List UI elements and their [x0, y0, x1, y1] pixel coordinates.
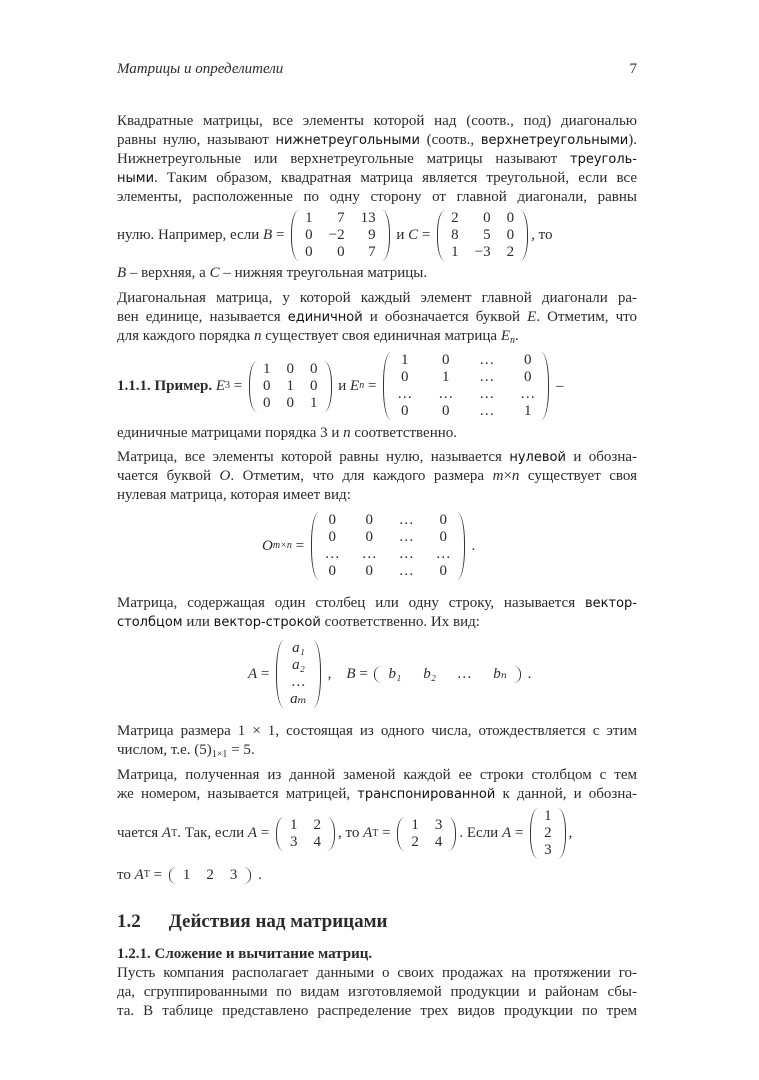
- matrix-AT: [397, 817, 456, 851]
- text: (соотв.,: [419, 132, 481, 148]
- math-sub: n: [359, 380, 365, 391]
- matrix-cell: 0: [365, 512, 374, 528]
- matrix-A: [276, 817, 335, 851]
- matrix-cell: 0: [439, 512, 448, 528]
- text: и обозна-: [565, 449, 638, 465]
- row-vector-B: [374, 666, 520, 683]
- matrix-cell: 1: [182, 866, 191, 883]
- math-var: A: [247, 825, 258, 841]
- left-paren: [276, 817, 284, 851]
- right-paren: [457, 512, 465, 580]
- matrix-cell: 1: [441, 369, 450, 385]
- matrix-cell: …: [479, 403, 495, 419]
- text: ,: [568, 825, 573, 841]
- text: = 5.: [227, 742, 255, 758]
- matrix-cell: 2: [506, 244, 515, 260]
- text: . Таким образом, квадратная матрица является треугольной, если все: [154, 170, 637, 186]
- text: Матрица размера: [117, 723, 238, 739]
- matrix-cell: 0: [305, 244, 313, 260]
- math-sub: m×n: [272, 540, 292, 551]
- text: и: [334, 377, 351, 394]
- subsection-heading: 1.2.1. Сложение и вычитание матриц.: [117, 946, 373, 962]
- matrix-cell: b₁: [388, 665, 402, 682]
- text: , то: [338, 825, 364, 841]
- matrix-cell: 13: [360, 210, 376, 226]
- text: Матрица, все элементы которой равны нулю, называется: [117, 449, 510, 465]
- text: ×: [503, 468, 512, 484]
- matrix-cell: 0: [483, 210, 491, 226]
- matrix-cell: 0: [286, 394, 295, 411]
- matrix-cell: 1: [290, 816, 298, 833]
- math-var: O: [219, 468, 231, 484]
- text: единичные матрицами порядка 3 и: [117, 425, 344, 441]
- text: Матрица, содержащая один столбец или одну строку, называется: [117, 595, 586, 611]
- matrix-cell: b₂: [423, 665, 436, 682]
- text: к данной, и обозна-: [495, 786, 637, 802]
- term: нижнетреугольными: [275, 133, 420, 148]
- matrix-cell: 3: [434, 816, 443, 833]
- p6-line1: Матрица, полученная из данной заменой каждой ее строки столбцом с тем: [117, 767, 637, 783]
- text: . Так, если: [177, 825, 248, 841]
- matrix-cell: 4: [313, 833, 322, 850]
- matrix-O: [311, 512, 465, 580]
- text: –: [552, 377, 564, 394]
- matrix-cell: …: [438, 386, 454, 402]
- math-var: A: [134, 866, 144, 883]
- matrix-grid: [391, 352, 541, 420]
- math: (5): [194, 742, 212, 758]
- left-paren: [383, 352, 391, 420]
- matrix-cell: …: [324, 546, 340, 562]
- right-paren: [313, 640, 321, 708]
- math-var: O: [262, 537, 273, 554]
- matrix-E3: [249, 361, 332, 412]
- p6-line4: то A T = 1 2 3 .: [117, 866, 262, 883]
- p7-line2: да, сгруппированными по видам изготовляемой продукции и районам сбы-: [117, 984, 637, 1000]
- text: соответственно. Их вид:: [320, 614, 480, 630]
- term: треуголь-: [570, 152, 637, 167]
- math-var: n: [511, 468, 520, 484]
- right-paren: [448, 817, 456, 851]
- matrix-cell: 1: [400, 352, 409, 368]
- matrix-cell: …: [398, 563, 414, 579]
- math-var: m: [492, 468, 504, 484]
- matrix-cell: …: [397, 386, 413, 402]
- matrix-row-AT: [169, 867, 252, 884]
- math-var: n: [343, 425, 351, 441]
- term: ными: [117, 171, 155, 186]
- matrix-cell: 0: [400, 369, 409, 385]
- matrix-cell: 3: [544, 842, 552, 858]
- matrix-cell: 1: [544, 808, 552, 824]
- text: для каждого порядка: [117, 328, 255, 344]
- text: и: [392, 227, 409, 243]
- p3-line3: нулевая матрица, которая имеет вид:: [117, 487, 351, 503]
- math: 1 × 1: [237, 723, 276, 739]
- right-paren: [541, 352, 549, 420]
- text: =: [511, 825, 528, 841]
- term: вектор-строкой: [213, 615, 321, 630]
- text: чается буквой: [117, 468, 220, 484]
- matrix-B: [291, 210, 389, 261]
- matrix-cell: aₘ: [290, 691, 307, 707]
- section-title: Действия над матрицами: [168, 911, 388, 932]
- matrix-cell: a₂: [292, 657, 305, 673]
- matrix-grid: [299, 210, 381, 261]
- matrix-cell: …: [479, 386, 495, 402]
- matrix-cell: 0: [365, 563, 374, 579]
- matrix-cell: …: [398, 546, 414, 562]
- text: =: [149, 866, 166, 883]
- text: . Если: [459, 825, 502, 841]
- matrix-En: [383, 352, 549, 420]
- p1-line7: [117, 264, 637, 283]
- left-paren: [397, 817, 405, 851]
- p5-line2: [117, 741, 637, 760]
- text: =: [257, 825, 274, 841]
- term: верхнетреугольными: [480, 133, 629, 148]
- matrix-cell: 4: [434, 833, 443, 850]
- matrix-cell: …: [457, 665, 472, 682]
- matrix-cell: 0: [523, 352, 532, 368]
- left-paren: [291, 210, 299, 261]
- math-var: B: [346, 665, 356, 682]
- matrix-grid: [177, 867, 244, 884]
- text: чается: [117, 825, 162, 841]
- p5-line1: [117, 722, 637, 741]
- p2-line3: [117, 327, 637, 346]
- left-paren: [437, 210, 445, 261]
- p1-line1: Квадратные матрицы, все элементы которой над (соотв., под) диагональю: [117, 113, 637, 129]
- text: , то: [531, 227, 553, 243]
- term: единичной: [287, 310, 363, 325]
- p4-line2: [117, 613, 637, 632]
- term: вектор-: [585, 596, 637, 611]
- text: соответственно.: [350, 425, 457, 441]
- math-var: A: [501, 825, 512, 841]
- matrix-cell: 0: [286, 360, 295, 377]
- matrix-cell: …: [435, 546, 451, 562]
- text: существует своя: [519, 468, 638, 484]
- matrix-cell: bₙ: [493, 665, 507, 682]
- text: =: [378, 825, 395, 841]
- p7-line1: Пусть компания располагает данными о своих продажах на протяжении го-: [117, 965, 637, 981]
- matrix-cell: 0: [439, 563, 448, 579]
- matrix-cell: 0: [400, 403, 409, 419]
- math-var: A: [161, 825, 172, 841]
- left-paren: [311, 512, 319, 580]
- text: ).: [628, 132, 638, 148]
- text: =: [418, 227, 435, 243]
- matrix-cell: 2: [451, 210, 459, 226]
- right-paren: [513, 666, 521, 683]
- p7-line3: та. В таблице представлено распределение трех видов продукции по трем: [117, 1003, 637, 1019]
- matrix-cell: 7: [337, 210, 345, 226]
- matrix-cell: 1: [523, 403, 532, 419]
- matrix-grid: [284, 817, 327, 851]
- right-paren: [327, 817, 335, 851]
- p3-line1: [117, 448, 637, 467]
- matrix-cell: 0: [263, 394, 271, 411]
- matrix-cell: 2: [206, 866, 214, 883]
- math-var: E: [215, 377, 226, 394]
- matrix-cell: 0: [310, 377, 318, 394]
- text: равны нулю, называют: [117, 132, 276, 148]
- matrix-cell: 0: [365, 529, 374, 545]
- example-line: 1.1.1. Пример. E 3 = 1 0 0 0 1 0 0 0 1 и E n = 1 0 … 0 0 1 … 0 … … … … 0 0 … 1 –: [117, 352, 564, 419]
- matrix-C: [437, 210, 528, 261]
- matrix-cell: 3: [290, 833, 298, 850]
- matrix-grid: [319, 512, 457, 580]
- math-var: E: [500, 328, 510, 344]
- matrix-cell: …: [520, 386, 536, 402]
- matrix-cell: a₁: [292, 640, 305, 656]
- matrix-cell: …: [361, 546, 377, 562]
- text: =: [230, 377, 247, 394]
- left-paren: [249, 361, 257, 412]
- text: и обозначается буквой: [362, 309, 528, 325]
- right-paren: [324, 361, 332, 412]
- p1-line3: [117, 150, 637, 169]
- text: =: [364, 377, 381, 394]
- matrix-cell: 0: [305, 227, 313, 243]
- text: вен единице, называется: [117, 309, 288, 325]
- math-var: E: [350, 377, 360, 394]
- matrix-cell: …: [398, 512, 414, 528]
- text: или: [182, 614, 214, 630]
- text: .: [254, 866, 262, 883]
- text: . Отметим, что для каждого размера: [230, 468, 493, 484]
- math-var: C: [408, 227, 419, 243]
- matrix-grid: [382, 666, 512, 683]
- text: же номером, называется матрицей,: [117, 786, 358, 802]
- matrix-column-A: [530, 808, 566, 859]
- matrix-cell: 1: [451, 244, 459, 260]
- matrix-cell: 0: [441, 403, 450, 419]
- right-paren: [382, 210, 390, 261]
- p1-line4: [117, 169, 637, 188]
- text: =: [257, 665, 274, 682]
- matrix-cell: 1: [305, 210, 313, 226]
- p2-line2: [117, 308, 637, 327]
- matrix-grid: [538, 808, 558, 859]
- math-var: B: [263, 227, 273, 243]
- term: нулевой: [509, 450, 566, 465]
- math-var: E: [527, 309, 537, 325]
- math-var: C: [209, 265, 220, 281]
- section-number: 1.2: [117, 911, 141, 932]
- text: ,: [323, 665, 332, 682]
- p6-line2: [117, 785, 637, 804]
- matrix-cell: …: [479, 352, 495, 368]
- vector-display: [248, 640, 531, 708]
- column-vector-A: [276, 640, 321, 708]
- matrix-cell: 1: [286, 377, 295, 394]
- matrix-cell: 9: [368, 227, 376, 243]
- text: .: [523, 665, 532, 682]
- text: .: [514, 328, 519, 344]
- matrix-cell: 0: [506, 227, 515, 243]
- matrix-cell: …: [479, 369, 495, 385]
- p2-line1: Диагональная матрица, у которой каждый элемент главной диагонали ра-: [117, 290, 637, 306]
- header-title: Матрицы и определители: [117, 61, 284, 77]
- p6-matrix-line: чается A T . Так, если A = 1 2 3 4 , то A T = 1 3 2 4 . Если A = 1 2 3 ,: [117, 808, 573, 858]
- text: =: [355, 665, 372, 682]
- matrix-cell: 1: [263, 360, 271, 377]
- right-paren: [243, 867, 251, 884]
- math-var: n: [254, 328, 262, 344]
- left-paren: [374, 666, 382, 683]
- term: столбцом: [117, 615, 183, 630]
- zero-matrix-display: [262, 512, 475, 580]
- math-sub: n: [509, 335, 515, 346]
- text: Нижнетреугольные или верхнетреугольные матрицы называют: [117, 151, 571, 167]
- matrix-cell: −3: [474, 244, 491, 260]
- text: .: [467, 537, 476, 554]
- matrix-grid: [284, 640, 313, 708]
- matrix-cell: 0: [439, 529, 448, 545]
- matrix-cell: 2: [313, 816, 322, 833]
- math-sub: 1×1: [211, 749, 228, 760]
- section-heading: [117, 910, 637, 934]
- matrix-cell: …: [291, 674, 306, 690]
- p1-matrix-line: [117, 210, 552, 261]
- text: нулю. Например, если: [117, 227, 264, 243]
- matrix-cell: 0: [328, 512, 337, 528]
- matrix-cell: 5: [483, 227, 491, 243]
- text: – нижняя треугольная матрицы.: [219, 265, 428, 281]
- term: транспонированной: [357, 787, 496, 802]
- matrix-cell: 2: [544, 825, 552, 841]
- left-paren: [530, 808, 538, 859]
- text: то: [117, 866, 135, 883]
- right-paren: [558, 808, 566, 859]
- math-var: A: [248, 665, 258, 682]
- matrix-cell: 0: [337, 244, 345, 260]
- text: числом, т.е.: [117, 742, 195, 758]
- text: =: [272, 227, 289, 243]
- matrix-grid: [445, 210, 520, 261]
- right-paren: [520, 210, 528, 261]
- math-var: A: [363, 825, 373, 841]
- matrix-cell: 7: [368, 244, 376, 260]
- example-after: [117, 424, 637, 443]
- running-header: [117, 60, 637, 79]
- text: – верхняя, а: [126, 265, 210, 281]
- text: существует своя единичная матрица: [261, 328, 501, 344]
- matrix-cell: 0: [328, 563, 337, 579]
- p1-line5: элементы, расположенные по одну сторону от главной диагонали, равны: [117, 189, 637, 205]
- p1-line2: [117, 131, 637, 150]
- matrix-cell: 0: [328, 529, 337, 545]
- text: . Отметим, что: [536, 309, 637, 325]
- left-paren: [276, 640, 284, 708]
- left-paren: [169, 867, 177, 884]
- matrix-cell: 0: [441, 352, 450, 368]
- matrix-cell: 8: [451, 227, 459, 243]
- p4-line1: [117, 594, 637, 613]
- matrix-cell: 0: [310, 360, 318, 377]
- math-var: B: [117, 265, 127, 281]
- matrix-cell: 2: [411, 833, 419, 850]
- page-number: 7: [629, 61, 637, 77]
- matrix-cell: −2: [328, 227, 345, 243]
- text: , состоящая из одного числа, отождествляется с этим: [275, 723, 637, 739]
- text: =: [291, 537, 308, 554]
- matrix-cell: 0: [263, 377, 271, 394]
- matrix-cell: 1: [310, 394, 318, 411]
- matrix-cell: 3: [229, 866, 238, 883]
- matrix-cell: 0: [523, 369, 532, 385]
- matrix-cell: 1: [411, 816, 419, 833]
- matrix-grid: [405, 817, 448, 851]
- p3-line2: [117, 467, 637, 486]
- matrix-grid: [257, 361, 324, 412]
- matrix-cell: 0: [506, 210, 515, 226]
- matrix-cell: …: [398, 529, 414, 545]
- example-label: 1.1.1. Пример.: [117, 377, 213, 394]
